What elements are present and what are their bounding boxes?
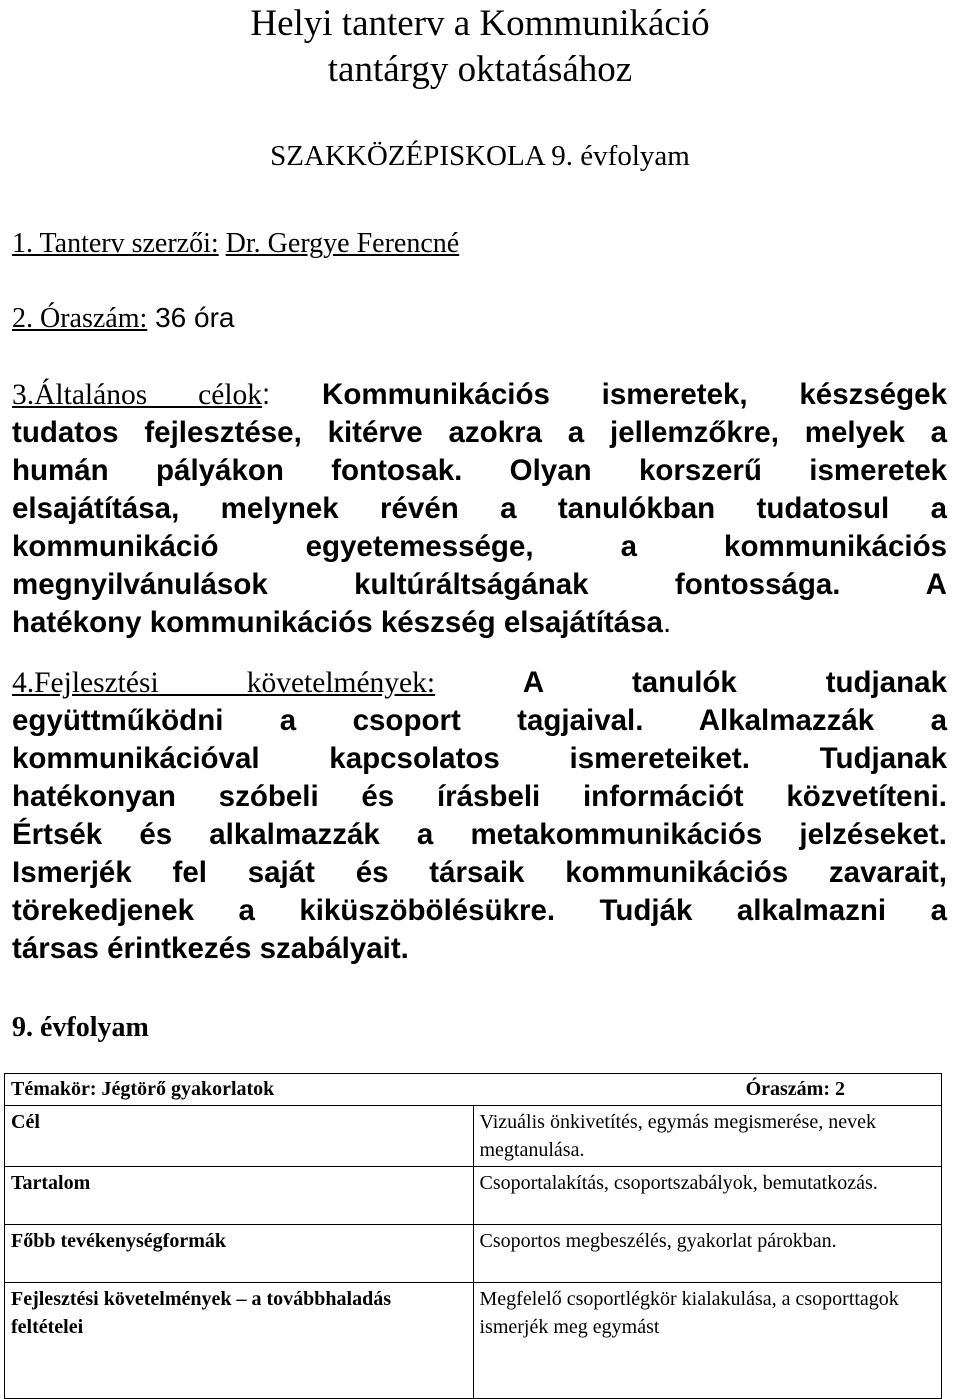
title-line-2: tantárgy oktatásához [327, 49, 633, 90]
table-row [5, 1106, 942, 1167]
section-hours [12, 300, 234, 337]
section-general-goals: 3.Általános célok: Kommunikációs ismeretek, készségek tudatos fejlesztése, kitérve azokra a jellemzőkre, melyek a humán pályákon fontosak. Olyan korszerű ismeretek elsajátítása, melynek révén a tanulókban tudatosul a kommunikáció egyetemessége, a kommunikációs megnyilvánulások kultúráltságának fontossága. A hatékony kommunikációs készség elsajátítása. [12, 378, 948, 639]
title-line-1: Helyi tanterv a Kommunikáció [250, 3, 710, 44]
subtitle: SZAKKÖZÉPISKOLA 9. évfolyam [270, 140, 690, 172]
row-value: Csoportalakítás, csoportszabályok, bemutatkozás. [473, 1167, 942, 1225]
row-value: Vizuális önkivetítés, egymás megismerése, nevek megtanulása. [473, 1106, 942, 1167]
row-label: Fejlesztési követelmények – a továbbhaladás feltételei [5, 1283, 474, 1399]
row-value: Csoportos megbeszélés, gyakorlat párokban. [473, 1225, 942, 1283]
row-label: Főbb tevékenységformák [5, 1225, 474, 1283]
section-requirements: 4.Fejlesztési követelmények: A tanulók tudjanak együttműködni a csoport tagjaival. Alkalmazzák a kommunikációval kapcsolatos ismereteiket. Tudjanak hatékonyan szóbeli és írásbeli információt közvetíteni. Értsék és alkalmazzák a metakommunikációs jelzéseket. Ismerjék fel saját és társaik kommunikációs zavarait, törekedjenek a kiküszöbölésükre. Tudják alkalmazni a társas érintkezés szabályait. [12, 666, 947, 965]
hours-value: 36 óra [147, 302, 235, 333]
table-row [5, 1167, 942, 1225]
table-header-row [5, 1074, 942, 1106]
table-row [5, 1225, 942, 1283]
hours-cell: Óraszám: 2 [745, 1078, 845, 1100]
hours-label: 2. Óraszám: [12, 303, 148, 334]
requirements-label: 4.Fejlesztési követelmények: [12, 667, 436, 699]
authors-value: Dr. Gergye Ferencné [225, 228, 460, 259]
section-authors [12, 226, 459, 262]
topic-label: Témakör: Jégtörő gyakorlatok [11, 1078, 275, 1100]
goals-label: 3.Általános célok [12, 379, 263, 411]
row-label: Cél [5, 1106, 474, 1167]
table-row [5, 1283, 942, 1399]
grade-heading: 9. évfolyam [12, 1012, 149, 1043]
row-value: Megfelelő csoportlégkör kialakulása, a csoporttagok ismerjék meg egymást [473, 1283, 942, 1399]
row-label: Tartalom [5, 1167, 474, 1225]
topic-table [4, 1073, 942, 1399]
authors-label: 1. Tanterv szerzői: [12, 228, 219, 259]
